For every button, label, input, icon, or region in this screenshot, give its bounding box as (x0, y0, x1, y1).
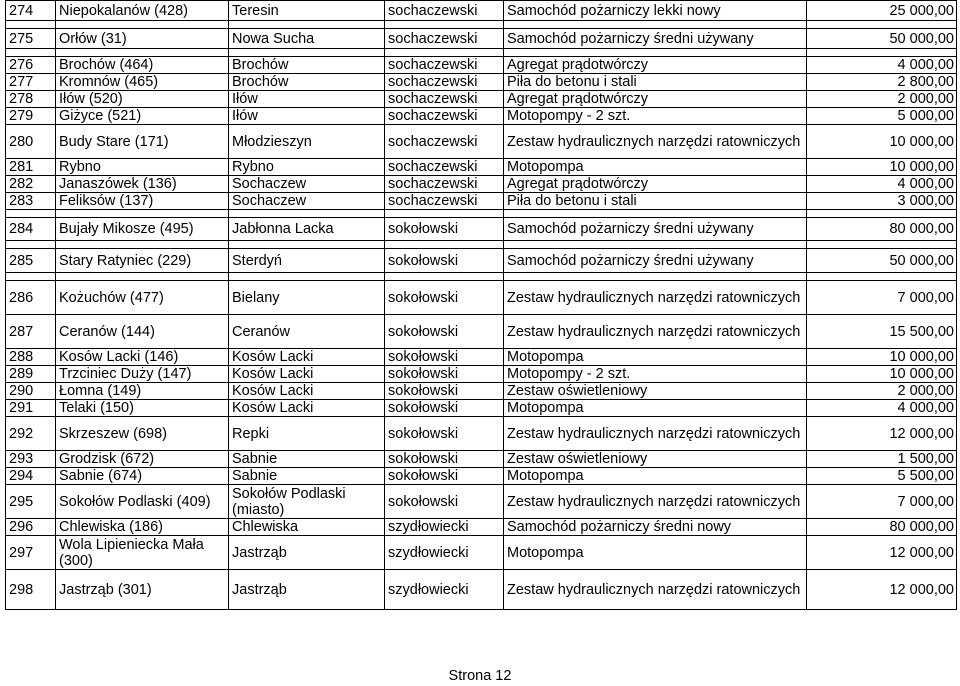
equipment-item: Zestaw hydraulicznych narzędzi ratowniczych (504, 315, 807, 349)
table-row (6, 176, 957, 193)
powiat-name: sokołowski (385, 218, 504, 241)
ossp-unit: Kromnów (465) (56, 74, 229, 91)
spacer-cell (807, 210, 957, 218)
gmina-name: Iłów (229, 91, 385, 108)
equipment-item: Motopompa (504, 159, 807, 176)
row-number: 278 (6, 91, 56, 108)
gmina-name: Repki (229, 417, 385, 451)
gmina-name: Kosów Lacki (229, 383, 385, 400)
gmina-name: Jastrząb (229, 570, 385, 610)
powiat-name: szydłowiecki (385, 570, 504, 610)
grant-amount: 15 500,00 (807, 315, 957, 349)
spacer-cell (6, 210, 56, 218)
row-spacer (6, 241, 957, 249)
ossp-unit: Rybno (56, 159, 229, 176)
equipment-item: Motopompa (504, 400, 807, 417)
spacer-cell (229, 49, 385, 57)
table-row (6, 218, 957, 241)
gmina-name: Rybno (229, 159, 385, 176)
spacer-cell (56, 49, 229, 57)
table-row (6, 417, 957, 451)
spacer-cell (385, 49, 504, 57)
row-number: 291 (6, 400, 56, 417)
powiat-name: sokołowski (385, 315, 504, 349)
gmina-name: Kosów Lacki (229, 400, 385, 417)
row-number: 274 (6, 1, 56, 21)
equipment-item: Motopompa (504, 349, 807, 366)
ossp-unit: Orłów (31) (56, 29, 229, 49)
table-row (6, 91, 957, 108)
row-number: 288 (6, 349, 56, 366)
table-body (6, 1, 957, 610)
spacer-cell (385, 241, 504, 249)
spacer-cell (229, 273, 385, 281)
gmina-name: Sochaczew (229, 176, 385, 193)
spacer-cell (56, 241, 229, 249)
grant-amount: 10 000,00 (807, 159, 957, 176)
table-row (6, 383, 957, 400)
spacer-cell (807, 49, 957, 57)
spacer-cell (56, 210, 229, 218)
powiat-name: sochaczewski (385, 193, 504, 210)
grant-amount: 2 000,00 (807, 91, 957, 108)
table-row (6, 485, 957, 519)
powiat-name: sokołowski (385, 468, 504, 485)
row-number: 282 (6, 176, 56, 193)
row-spacer (6, 21, 957, 29)
powiat-name: szydłowiecki (385, 519, 504, 536)
table-row (6, 193, 957, 210)
grant-amount: 25 000,00 (807, 1, 957, 21)
gmina-name: Ceranów (229, 315, 385, 349)
grant-table (5, 0, 957, 610)
row-number: 293 (6, 451, 56, 468)
powiat-name: sokołowski (385, 400, 504, 417)
table-row (6, 451, 957, 468)
powiat-name: sochaczewski (385, 74, 504, 91)
table-row (6, 315, 957, 349)
spacer-cell (504, 210, 807, 218)
equipment-item: Motopompy - 2 szt. (504, 366, 807, 383)
spacer-cell (6, 273, 56, 281)
equipment-item: Piła do betonu i stali (504, 74, 807, 91)
equipment-item: Agregat prądotwórczy (504, 57, 807, 74)
equipment-item: Motopompa (504, 468, 807, 485)
grant-amount: 4 000,00 (807, 400, 957, 417)
powiat-name: szydłowiecki (385, 536, 504, 570)
table-row (6, 536, 957, 570)
spacer-cell (6, 241, 56, 249)
ossp-unit: Sabnie (674) (56, 468, 229, 485)
ossp-unit: Janaszówek (136) (56, 176, 229, 193)
grant-amount: 10 000,00 (807, 125, 957, 159)
powiat-name: sokołowski (385, 451, 504, 468)
powiat-name: sochaczewski (385, 57, 504, 74)
row-number: 289 (6, 366, 56, 383)
grant-amount: 3 000,00 (807, 193, 957, 210)
equipment-item: Samochód pożarniczy średni używany (504, 218, 807, 241)
row-number: 280 (6, 125, 56, 159)
spacer-cell (229, 241, 385, 249)
ossp-unit: Jastrząb (301) (56, 570, 229, 610)
table-row (6, 249, 957, 273)
equipment-item: Samochód pożarniczy średni używany (504, 249, 807, 273)
ossp-unit: Giżyce (521) (56, 108, 229, 125)
grant-amount: 7 000,00 (807, 485, 957, 519)
ossp-unit: Chlewiska (186) (56, 519, 229, 536)
powiat-name: sokołowski (385, 417, 504, 451)
table-row (6, 366, 957, 383)
row-number: 281 (6, 159, 56, 176)
row-number: 297 (6, 536, 56, 570)
table-row (6, 468, 957, 485)
gmina-name: Bielany (229, 281, 385, 315)
spacer-cell (6, 49, 56, 57)
page-footer: Strona 12 (448, 668, 512, 684)
spacer-cell (807, 21, 957, 29)
row-number: 283 (6, 193, 56, 210)
row-number: 294 (6, 468, 56, 485)
ossp-unit: Feliksów (137) (56, 193, 229, 210)
ossp-unit: Wola Lipieniecka Mała (300) (56, 536, 229, 570)
equipment-item: Piła do betonu i stali (504, 193, 807, 210)
row-number: 286 (6, 281, 56, 315)
gmina-name: Brochów (229, 74, 385, 91)
grant-amount: 12 000,00 (807, 570, 957, 610)
ossp-unit: Łomna (149) (56, 383, 229, 400)
grant-amount: 12 000,00 (807, 417, 957, 451)
row-number: 295 (6, 485, 56, 519)
row-number: 276 (6, 57, 56, 74)
table-row (6, 519, 957, 536)
gmina-name: Sabnie (229, 451, 385, 468)
ossp-unit: Niepokalanów (428) (56, 1, 229, 21)
powiat-name: sochaczewski (385, 159, 504, 176)
table-row (6, 349, 957, 366)
row-number: 292 (6, 417, 56, 451)
gmina-name: Kosów Lacki (229, 349, 385, 366)
grant-amount: 2 800,00 (807, 74, 957, 91)
gmina-name: Chlewiska (229, 519, 385, 536)
table-row (6, 74, 957, 91)
row-spacer (6, 273, 957, 281)
row-number: 285 (6, 249, 56, 273)
table-row (6, 125, 957, 159)
grant-amount: 5 000,00 (807, 108, 957, 125)
spacer-cell (385, 210, 504, 218)
powiat-name: sokołowski (385, 485, 504, 519)
ossp-unit: Iłów (520) (56, 91, 229, 108)
ossp-unit: Brochów (464) (56, 57, 229, 74)
spacer-cell (807, 273, 957, 281)
spacer-cell (229, 21, 385, 29)
equipment-item: Motopompy - 2 szt. (504, 108, 807, 125)
gmina-name: Teresin (229, 1, 385, 21)
grant-amount: 7 000,00 (807, 281, 957, 315)
row-number: 287 (6, 315, 56, 349)
grant-amount: 80 000,00 (807, 519, 957, 536)
equipment-item: Motopompa (504, 536, 807, 570)
equipment-item: Zestaw hydraulicznych narzędzi ratowniczych (504, 417, 807, 451)
gmina-name: Kosów Lacki (229, 366, 385, 383)
ossp-unit: Kożuchów (477) (56, 281, 229, 315)
row-number: 290 (6, 383, 56, 400)
spacer-cell (504, 21, 807, 29)
gmina-name: Młodzieszyn (229, 125, 385, 159)
table-row (6, 1, 957, 21)
gmina-name: Brochów (229, 57, 385, 74)
grant-amount: 5 500,00 (807, 468, 957, 485)
gmina-name: Sterdyń (229, 249, 385, 273)
powiat-name: sochaczewski (385, 108, 504, 125)
grant-amount: 2 000,00 (807, 383, 957, 400)
table-row (6, 281, 957, 315)
grant-amount: 80 000,00 (807, 218, 957, 241)
ossp-unit: Grodzisk (672) (56, 451, 229, 468)
table-row (6, 29, 957, 49)
gmina-name: Sochaczew (229, 193, 385, 210)
powiat-name: sokołowski (385, 349, 504, 366)
spacer-cell (229, 210, 385, 218)
powiat-name: sochaczewski (385, 176, 504, 193)
spacer-cell (56, 21, 229, 29)
ossp-unit: Ceranów (144) (56, 315, 229, 349)
table-row (6, 57, 957, 74)
row-number: 298 (6, 570, 56, 610)
powiat-name: sokołowski (385, 281, 504, 315)
spacer-cell (385, 21, 504, 29)
spacer-cell (504, 49, 807, 57)
grant-amount: 4 000,00 (807, 57, 957, 74)
spacer-cell (385, 273, 504, 281)
row-spacer (6, 49, 957, 57)
row-number: 279 (6, 108, 56, 125)
powiat-name: sochaczewski (385, 1, 504, 21)
grant-amount: 10 000,00 (807, 366, 957, 383)
table-row (6, 400, 957, 417)
row-number: 275 (6, 29, 56, 49)
ossp-unit: Kosów Lacki (146) (56, 349, 229, 366)
row-spacer (6, 210, 957, 218)
powiat-name: sochaczewski (385, 91, 504, 108)
gmina-name: Sabnie (229, 468, 385, 485)
grant-amount: 10 000,00 (807, 349, 957, 366)
powiat-name: sokołowski (385, 383, 504, 400)
row-number: 277 (6, 74, 56, 91)
equipment-item: Zestaw oświetleniowy (504, 383, 807, 400)
equipment-item: Zestaw hydraulicznych narzędzi ratowniczych (504, 281, 807, 315)
spacer-cell (504, 273, 807, 281)
equipment-item: Agregat prądotwórczy (504, 91, 807, 108)
table-row (6, 108, 957, 125)
powiat-name: sokołowski (385, 366, 504, 383)
powiat-name: sokołowski (385, 249, 504, 273)
equipment-item: Samochód pożarniczy średni nowy (504, 519, 807, 536)
table-row (6, 570, 957, 610)
gmina-name: Jabłonna Lacka (229, 218, 385, 241)
grant-amount: 50 000,00 (807, 29, 957, 49)
equipment-item: Agregat prądotwórczy (504, 176, 807, 193)
equipment-item: Zestaw hydraulicznych narzędzi ratowniczych (504, 125, 807, 159)
gmina-name: Nowa Sucha (229, 29, 385, 49)
powiat-name: sochaczewski (385, 29, 504, 49)
ossp-unit: Budy Stare (171) (56, 125, 229, 159)
equipment-item: Zestaw oświetleniowy (504, 451, 807, 468)
spacer-cell (56, 273, 229, 281)
row-number: 296 (6, 519, 56, 536)
grant-amount: 1 500,00 (807, 451, 957, 468)
grant-amount: 4 000,00 (807, 176, 957, 193)
equipment-item: Samochód pożarniczy lekki nowy (504, 1, 807, 21)
row-number: 284 (6, 218, 56, 241)
ossp-unit: Bujały Mikosze (495) (56, 218, 229, 241)
table-row (6, 159, 957, 176)
ossp-unit: Sokołów Podlaski (409) (56, 485, 229, 519)
powiat-name: sochaczewski (385, 125, 504, 159)
grant-amount: 50 000,00 (807, 249, 957, 273)
equipment-item: Zestaw hydraulicznych narzędzi ratowniczych (504, 570, 807, 610)
gmina-name: Iłów (229, 108, 385, 125)
spacer-cell (807, 241, 957, 249)
equipment-item: Samochód pożarniczy średni używany (504, 29, 807, 49)
ossp-unit: Stary Ratyniec (229) (56, 249, 229, 273)
gmina-name: Jastrząb (229, 536, 385, 570)
spacer-cell (504, 241, 807, 249)
equipment-item: Zestaw hydraulicznych narzędzi ratowniczych (504, 485, 807, 519)
gmina-name: Sokołów Podlaski (miasto) (229, 485, 385, 519)
ossp-unit: Trzciniec Duży (147) (56, 366, 229, 383)
grant-amount: 12 000,00 (807, 536, 957, 570)
ossp-unit: Telaki (150) (56, 400, 229, 417)
ossp-unit: Skrzeszew (698) (56, 417, 229, 451)
spacer-cell (6, 21, 56, 29)
